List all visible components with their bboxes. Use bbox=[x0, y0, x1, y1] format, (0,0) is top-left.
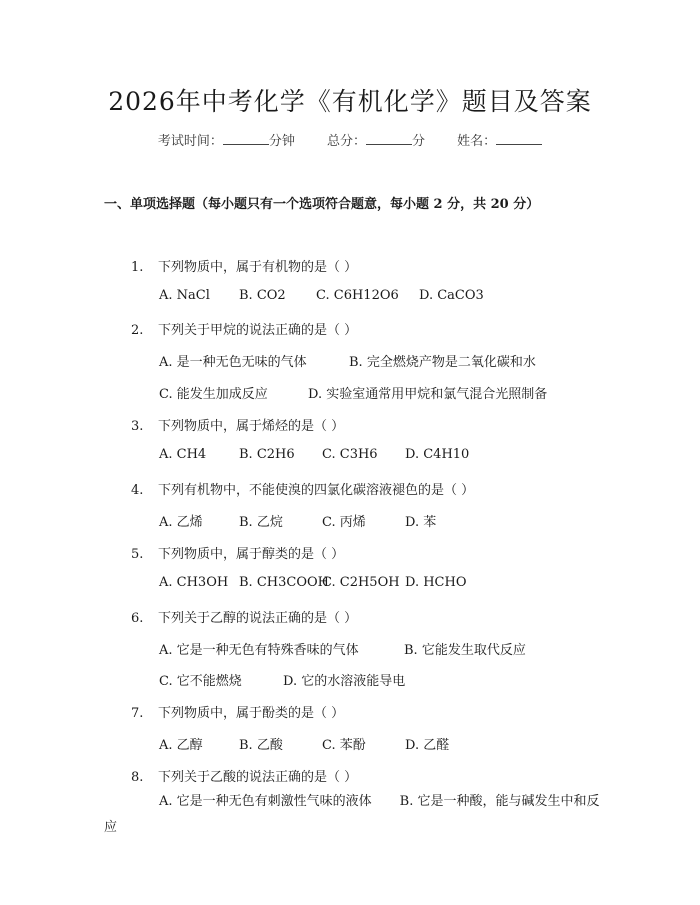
question-5 bbox=[131, 543, 344, 562]
option-b: B. C2H6 bbox=[239, 447, 295, 462]
option-a: A. CH3OH bbox=[159, 575, 229, 590]
option-b: B. 它能发生取代反应 bbox=[404, 643, 526, 658]
options-3 bbox=[159, 447, 469, 462]
option-a: A. NaCl bbox=[159, 288, 210, 303]
question-number: 8. bbox=[131, 770, 144, 785]
option-a: A. 乙烯 bbox=[159, 515, 203, 530]
option-a: A. 乙醇 bbox=[159, 738, 203, 753]
option-d: D. HCHO bbox=[405, 575, 467, 590]
option-d: D. C4H10 bbox=[405, 447, 470, 462]
exam-info bbox=[0, 130, 700, 149]
question-text: 下列有机物中，不能使溴的四氯化碳溶液褪色的是（ ） bbox=[158, 483, 475, 498]
name-label: 姓名： bbox=[457, 134, 497, 149]
options-4 bbox=[159, 511, 436, 530]
options-2b bbox=[159, 383, 547, 402]
question-text: 下列物质中，属于有机物的是（ ） bbox=[158, 260, 358, 275]
score-field bbox=[327, 134, 425, 149]
page-title: 2026年中考化学《有机化学》题目及答案 bbox=[108, 87, 592, 116]
options-1 bbox=[159, 288, 484, 303]
options-7 bbox=[159, 734, 449, 753]
question-number: 7. bbox=[131, 706, 144, 721]
option-d: D. 实验室通常用甲烷和氯气混合光照制备 bbox=[308, 387, 548, 402]
name-blank bbox=[496, 132, 542, 145]
options-5 bbox=[159, 575, 467, 590]
section-heading: 一、单项选择题（每小题只有一个选项符合题意，每小题 2 分，共 20 分） bbox=[104, 197, 540, 212]
option-b: B. 乙烷 bbox=[239, 515, 283, 530]
option-a: A. CH4 bbox=[159, 447, 207, 462]
question-number: 4. bbox=[131, 483, 144, 498]
time-label: 考试时间： bbox=[157, 134, 223, 149]
question-number: 6. bbox=[131, 611, 144, 626]
score-blank bbox=[366, 132, 412, 145]
option-b: B. CO2 bbox=[239, 288, 286, 303]
question-text: 下列关于乙酸的说法正确的是（ ） bbox=[158, 770, 358, 785]
option-c: C. 能发生加成反应 bbox=[159, 387, 268, 402]
time-unit: 分钟 bbox=[268, 134, 295, 149]
option-c: C. C2H5OH bbox=[322, 575, 400, 590]
option-b: B. 它是一种酸，能与碱发生中和反应 bbox=[104, 794, 600, 835]
question-4 bbox=[131, 479, 474, 498]
question-7 bbox=[131, 702, 344, 721]
time-blank bbox=[223, 132, 269, 145]
question-text: 下列关于甲烷的说法正确的是（ ） bbox=[158, 323, 358, 338]
time-field bbox=[158, 134, 295, 149]
question-text: 下列物质中，属于烯烃的是（ ） bbox=[158, 419, 345, 434]
question-text: 下列物质中，属于醇类的是（ ） bbox=[158, 547, 345, 562]
options-2a bbox=[159, 351, 536, 370]
score-label: 总分： bbox=[326, 134, 366, 149]
option-d: D. 它的水溶液能导电 bbox=[283, 674, 406, 689]
question-6 bbox=[131, 607, 357, 626]
question-1 bbox=[131, 256, 357, 275]
option-d: D. 乙醛 bbox=[405, 738, 450, 753]
question-text: 下列关于乙醇的说法正确的是（ ） bbox=[158, 611, 358, 626]
question-8 bbox=[131, 766, 357, 785]
question-2 bbox=[131, 319, 357, 338]
question-text: 下列物质中，属于酚类的是（ ） bbox=[158, 706, 345, 721]
options-6b bbox=[159, 670, 405, 689]
question-3 bbox=[131, 415, 344, 434]
option-b: B. 乙酸 bbox=[239, 738, 283, 753]
option-d: D. CaCO3 bbox=[419, 288, 484, 303]
question-number: 2. bbox=[131, 323, 144, 338]
option-a: A. 它是一种无色有特殊香味的气体 bbox=[159, 643, 359, 658]
option-c: C. 苯酚 bbox=[322, 738, 366, 753]
question-number: 5. bbox=[131, 547, 144, 562]
option-c: C. C3H6 bbox=[322, 447, 378, 462]
option-a: A. 它是一种无色有刺激性气味的液体 bbox=[159, 794, 372, 809]
name-field bbox=[457, 134, 542, 149]
option-c: C. C6H12O6 bbox=[316, 288, 399, 303]
score-unit: 分 bbox=[412, 134, 426, 149]
option-b: B. 完全燃烧产物是二氧化碳和水 bbox=[349, 355, 536, 370]
question-number: 1. bbox=[131, 260, 144, 275]
option-c: C. 丙烯 bbox=[322, 515, 366, 530]
option-b: B. CH3COOH bbox=[239, 575, 329, 590]
options-6a bbox=[159, 639, 526, 658]
question-number: 3. bbox=[131, 419, 144, 434]
options-8 bbox=[104, 789, 604, 841]
option-c: C. 它不能燃烧 bbox=[159, 674, 242, 689]
option-d: D. 苯 bbox=[405, 515, 437, 530]
option-a: A. 是一种无色无味的气体 bbox=[159, 355, 307, 370]
